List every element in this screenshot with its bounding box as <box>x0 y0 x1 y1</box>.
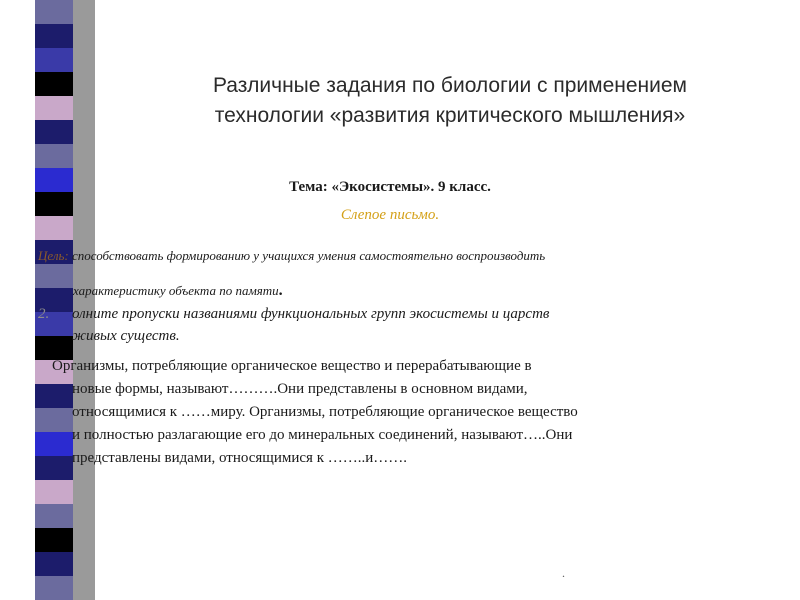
stripe-segment <box>35 528 73 553</box>
cloze-text <box>52 355 752 470</box>
body-line-2: новые формы, называют……….Они представлены в основном видами, <box>72 381 528 397</box>
stripe-segment <box>35 192 73 217</box>
stripe-segment <box>35 576 73 600</box>
stripe-segment <box>35 144 73 169</box>
goal-label: Цель: <box>38 248 69 263</box>
goal-dot: . <box>278 282 283 299</box>
goal-paragraph <box>38 238 678 308</box>
task-number: 2. <box>38 306 50 322</box>
stripe-segment <box>35 168 73 193</box>
stripe-segment <box>35 120 73 145</box>
stripe-segment <box>35 552 73 577</box>
stripe-segment <box>35 216 73 241</box>
subtitle-blind-letter: Слепое письмо. <box>340 207 440 223</box>
stripe-segment <box>35 504 73 529</box>
task-line-1: олните пропуски названиями функциональных групп экосистемы и царств <box>72 306 550 322</box>
body-line-5: представлены видами, относящимися к ……..и……. <box>72 450 408 466</box>
slide-title <box>120 71 780 131</box>
task-paragraph <box>38 303 738 347</box>
body-line-4: и полностью разлагающие его до минеральных соединений, называют…..Они <box>72 427 573 443</box>
stripe-segment <box>35 480 73 505</box>
title-line-1: Различные задания по биологии с применением <box>213 74 687 97</box>
task-line-2: живых существ. <box>72 328 180 344</box>
title-line-2: технологии «развития критического мышления» <box>214 104 686 127</box>
stripe-segment <box>35 96 73 121</box>
stripe-segment <box>35 72 73 97</box>
goal-line-1: способствовать формированию у учащихся умения самостоятельно воспроизводить <box>68 248 546 263</box>
body-line-3: относящимися к ……миру. Организмы, потребляющие органическое вещество <box>72 404 578 420</box>
stripe-segment <box>35 48 73 73</box>
footer-mark: . <box>562 566 565 580</box>
goal-line-2: характеристику объекта по памяти <box>73 283 279 298</box>
topic-heading: Тема: «Экосистемы». 9 класс. <box>289 179 491 195</box>
stripe-segment <box>35 0 73 25</box>
stripe-segment <box>35 24 73 49</box>
body-line-1: Организмы, потребляющие органическое вещество и перерабатывающие в <box>52 358 532 374</box>
